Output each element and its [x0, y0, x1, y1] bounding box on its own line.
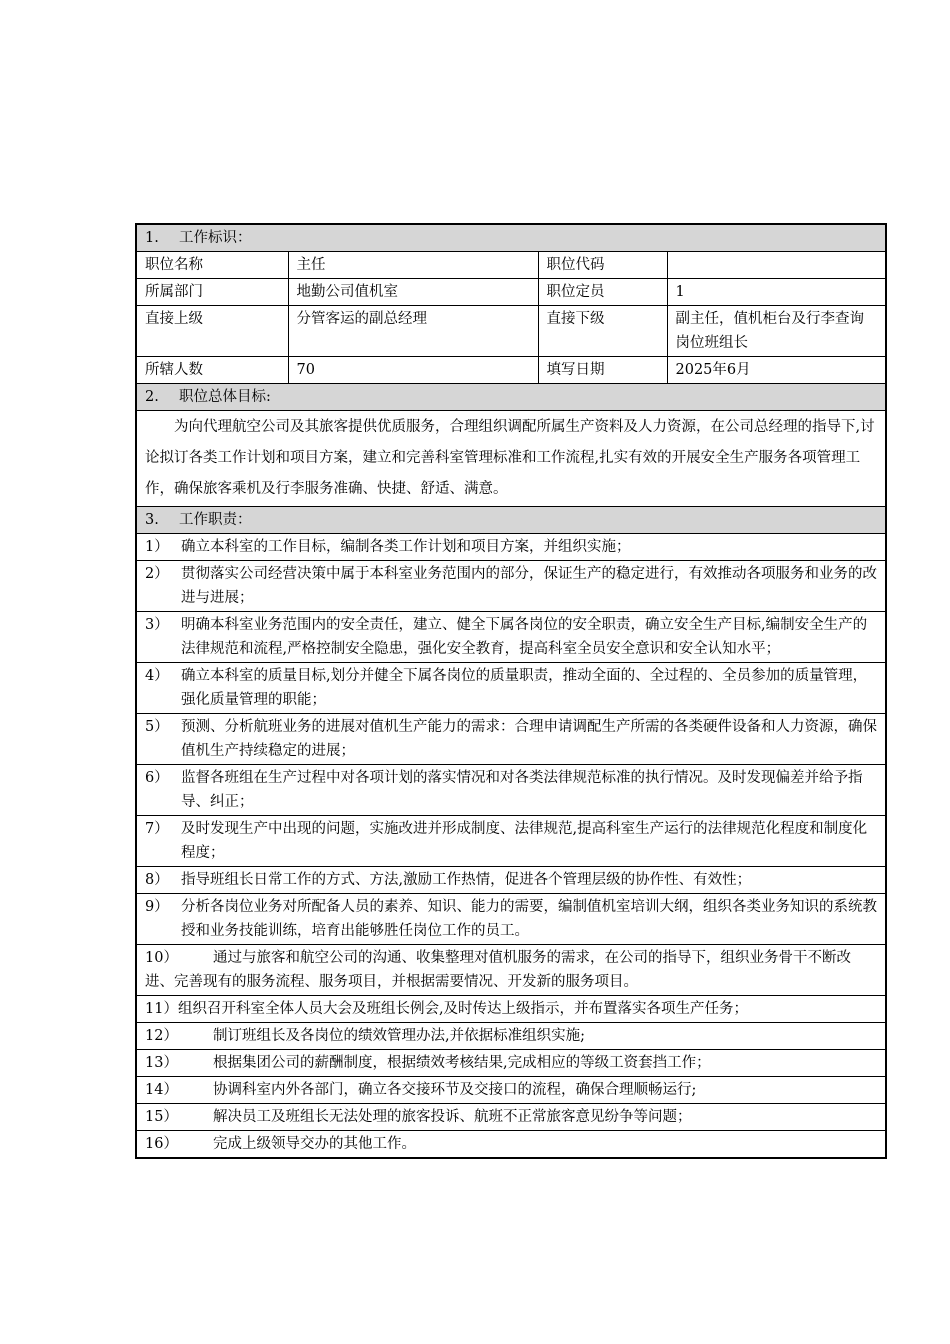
field-label: 职位代码	[538, 252, 667, 279]
duty-number: 1）	[145, 539, 169, 555]
duty-cell	[136, 1131, 886, 1159]
duty-cell	[136, 1050, 886, 1077]
field-value: 1	[667, 279, 886, 306]
duties-list	[136, 534, 886, 1159]
info-row	[136, 306, 886, 357]
section-number: 1.	[145, 230, 159, 246]
field-value	[667, 252, 886, 279]
duty-number: 6）	[145, 770, 169, 786]
duty-text: 预测、分析航班业务的进展对值机生产能力的需求：合理申请调配生产所需的各类硬件设备和人力资源，确保值机生产持续稳定的进展；	[181, 719, 877, 759]
field-label: 职位定员	[538, 279, 667, 306]
duty-cell	[136, 945, 886, 996]
duty-number: 10）	[145, 950, 178, 966]
section-header-duties	[136, 507, 886, 534]
field-label: 直接下级	[538, 306, 667, 357]
section-header-objective	[136, 384, 886, 411]
duty-text: 监督各班组在生产过程中对各项计划的落实情况和对各类法律规范标准的执行情况。及时发现偏差并给予指导、纠正；	[181, 770, 863, 810]
duty-text: 分析各岗位业务对所配备人员的素养、知识、能力的需要，编制值机室培训大纲，组织各类业务知识的系统教授和业务技能训练，培育出能够胜任岗位工作的员工。	[181, 899, 877, 939]
field-value: 2025年6月	[667, 357, 886, 384]
duty-text: 明确本科室业务范围内的安全责任，建立、健全下属各岗位的安全职责，确立安全生产目标,编制安全生产的法律规范和流程,严格控制安全隐患，强化安全教育，提高科室全员安全意识和安全认知水平；	[181, 617, 868, 657]
duty-row	[136, 1131, 886, 1159]
duty-text: 解决员工及班组长无法处理的旅客投诉、航班不正常旅客意见纷争等问题；	[213, 1109, 692, 1125]
duty-row	[136, 765, 886, 816]
field-label: 所属部门	[136, 279, 288, 306]
duty-number: 5）	[145, 719, 169, 735]
duty-number: 2）	[145, 566, 169, 582]
duty-number: 8）	[145, 872, 169, 888]
duty-cell	[136, 1104, 886, 1131]
duty-row	[136, 1050, 886, 1077]
duty-text: 通过与旅客和航空公司的沟通、收集整理对值机服务的需求，在公司的指导下，组织业务骨干不断改进、完善现有的服务流程、服务项目，并根据需要情况、开发新的服务项目。	[145, 950, 851, 990]
duty-number: 4）	[145, 668, 169, 684]
duty-row	[136, 996, 886, 1023]
section-title: 工作职责：	[179, 512, 252, 528]
section-title: 职位总体目标:	[179, 389, 271, 405]
duty-text: 及时发现生产中出现的问题，实施改进并形成制度、法律规范,提高科室生产运行的法律规范化程度和制度化程度；	[181, 821, 868, 861]
section-number: 2.	[145, 389, 159, 405]
duty-row	[136, 534, 886, 561]
duty-number: 13）	[145, 1055, 178, 1071]
duty-text: 完成上级领导交办的其他工作。	[213, 1136, 416, 1152]
field-value: 副主任，值机柜台及行李查询岗位班组长	[667, 306, 886, 357]
duty-text: 指导班组长日常工作的方式、方法,激励工作热情，促进各个管理层级的协作性、有效性；	[181, 872, 752, 888]
duty-number: 11）	[145, 1001, 178, 1017]
duty-cell	[136, 663, 886, 714]
duty-number: 9）	[145, 899, 169, 915]
section-title: 工作标识：	[179, 230, 252, 246]
info-row	[136, 279, 886, 306]
duty-row	[136, 561, 886, 612]
duty-cell	[136, 1023, 886, 1050]
info-row	[136, 252, 886, 279]
section-header-identification	[136, 224, 886, 252]
job-description-table	[135, 223, 887, 1159]
duty-number: 16）	[145, 1136, 178, 1152]
duty-cell	[136, 765, 886, 816]
duty-text: 确立本科室的工作目标，编制各类工作计划和项目方案，并组织实施；	[181, 539, 631, 555]
objective-row	[136, 411, 886, 507]
field-label: 所辖人数	[136, 357, 288, 384]
duty-text: 根据集团公司的薪酬制度，根据绩效考核结果,完成相应的等级工资套挡工作；	[213, 1055, 711, 1071]
duty-cell	[136, 996, 886, 1023]
duty-row	[136, 894, 886, 945]
duty-row	[136, 1023, 886, 1050]
duty-text: 组织召开科室全体人员大会及班组长例会,及时传达上级指示，并布置落实各项生产任务；	[177, 1001, 749, 1017]
duty-number: 3）	[145, 617, 169, 633]
duty-row	[136, 714, 886, 765]
field-label: 填写日期	[538, 357, 667, 384]
objective-text: 为向代理航空公司及其旅客提供优质服务，合理组织调配所属生产资料及人力资源，在公司总经理的指导下,讨论拟订各类工作计划和项目方案，建立和完善科室管理标准和工作流程,扎实有效的开展安全生产服务各项管理工作，确保旅客乘机及行李服务准确、快捷、舒适、满意。	[136, 411, 886, 507]
field-label: 职位名称	[136, 252, 288, 279]
field-value: 70	[288, 357, 538, 384]
field-value: 主任	[288, 252, 538, 279]
duty-cell	[136, 894, 886, 945]
duty-cell	[136, 561, 886, 612]
duty-cell	[136, 816, 886, 867]
duty-number: 12）	[145, 1028, 178, 1044]
duty-text: 制订班组长及各岗位的绩效管理办法,并依据标准组织实施;	[213, 1028, 585, 1044]
duty-row	[136, 945, 886, 996]
field-value: 分管客运的副总经理	[288, 306, 538, 357]
duty-row	[136, 612, 886, 663]
duty-cell	[136, 612, 886, 663]
duty-row	[136, 816, 886, 867]
duty-text: 贯彻落实公司经营决策中属于本科室业务范围内的部分，保证生产的稳定进行，有效推动各项服务和业务的改进与进展；	[181, 566, 877, 606]
duty-text: 确立本科室的质量目标,划分并健全下属各岗位的质量职责，推动全面的、全过程的、全员参加的质量管理，强化质量管理的职能；	[181, 668, 868, 708]
section-number: 3.	[145, 512, 159, 528]
duty-cell	[136, 534, 886, 561]
info-row	[136, 357, 886, 384]
duty-row	[136, 1077, 886, 1104]
field-value: 地勤公司值机室	[288, 279, 538, 306]
duty-number: 15）	[145, 1109, 178, 1125]
duty-cell	[136, 714, 886, 765]
duty-number: 7）	[145, 821, 169, 837]
duty-row	[136, 867, 886, 894]
duty-number: 14）	[145, 1082, 178, 1098]
duty-text: 协调科室内外各部门，确立各交接环节及交接口的流程，确保合理顺畅运行;	[213, 1082, 697, 1098]
field-label: 直接上级	[136, 306, 288, 357]
duty-cell	[136, 1077, 886, 1104]
duty-row	[136, 663, 886, 714]
duty-cell	[136, 867, 886, 894]
duty-row	[136, 1104, 886, 1131]
